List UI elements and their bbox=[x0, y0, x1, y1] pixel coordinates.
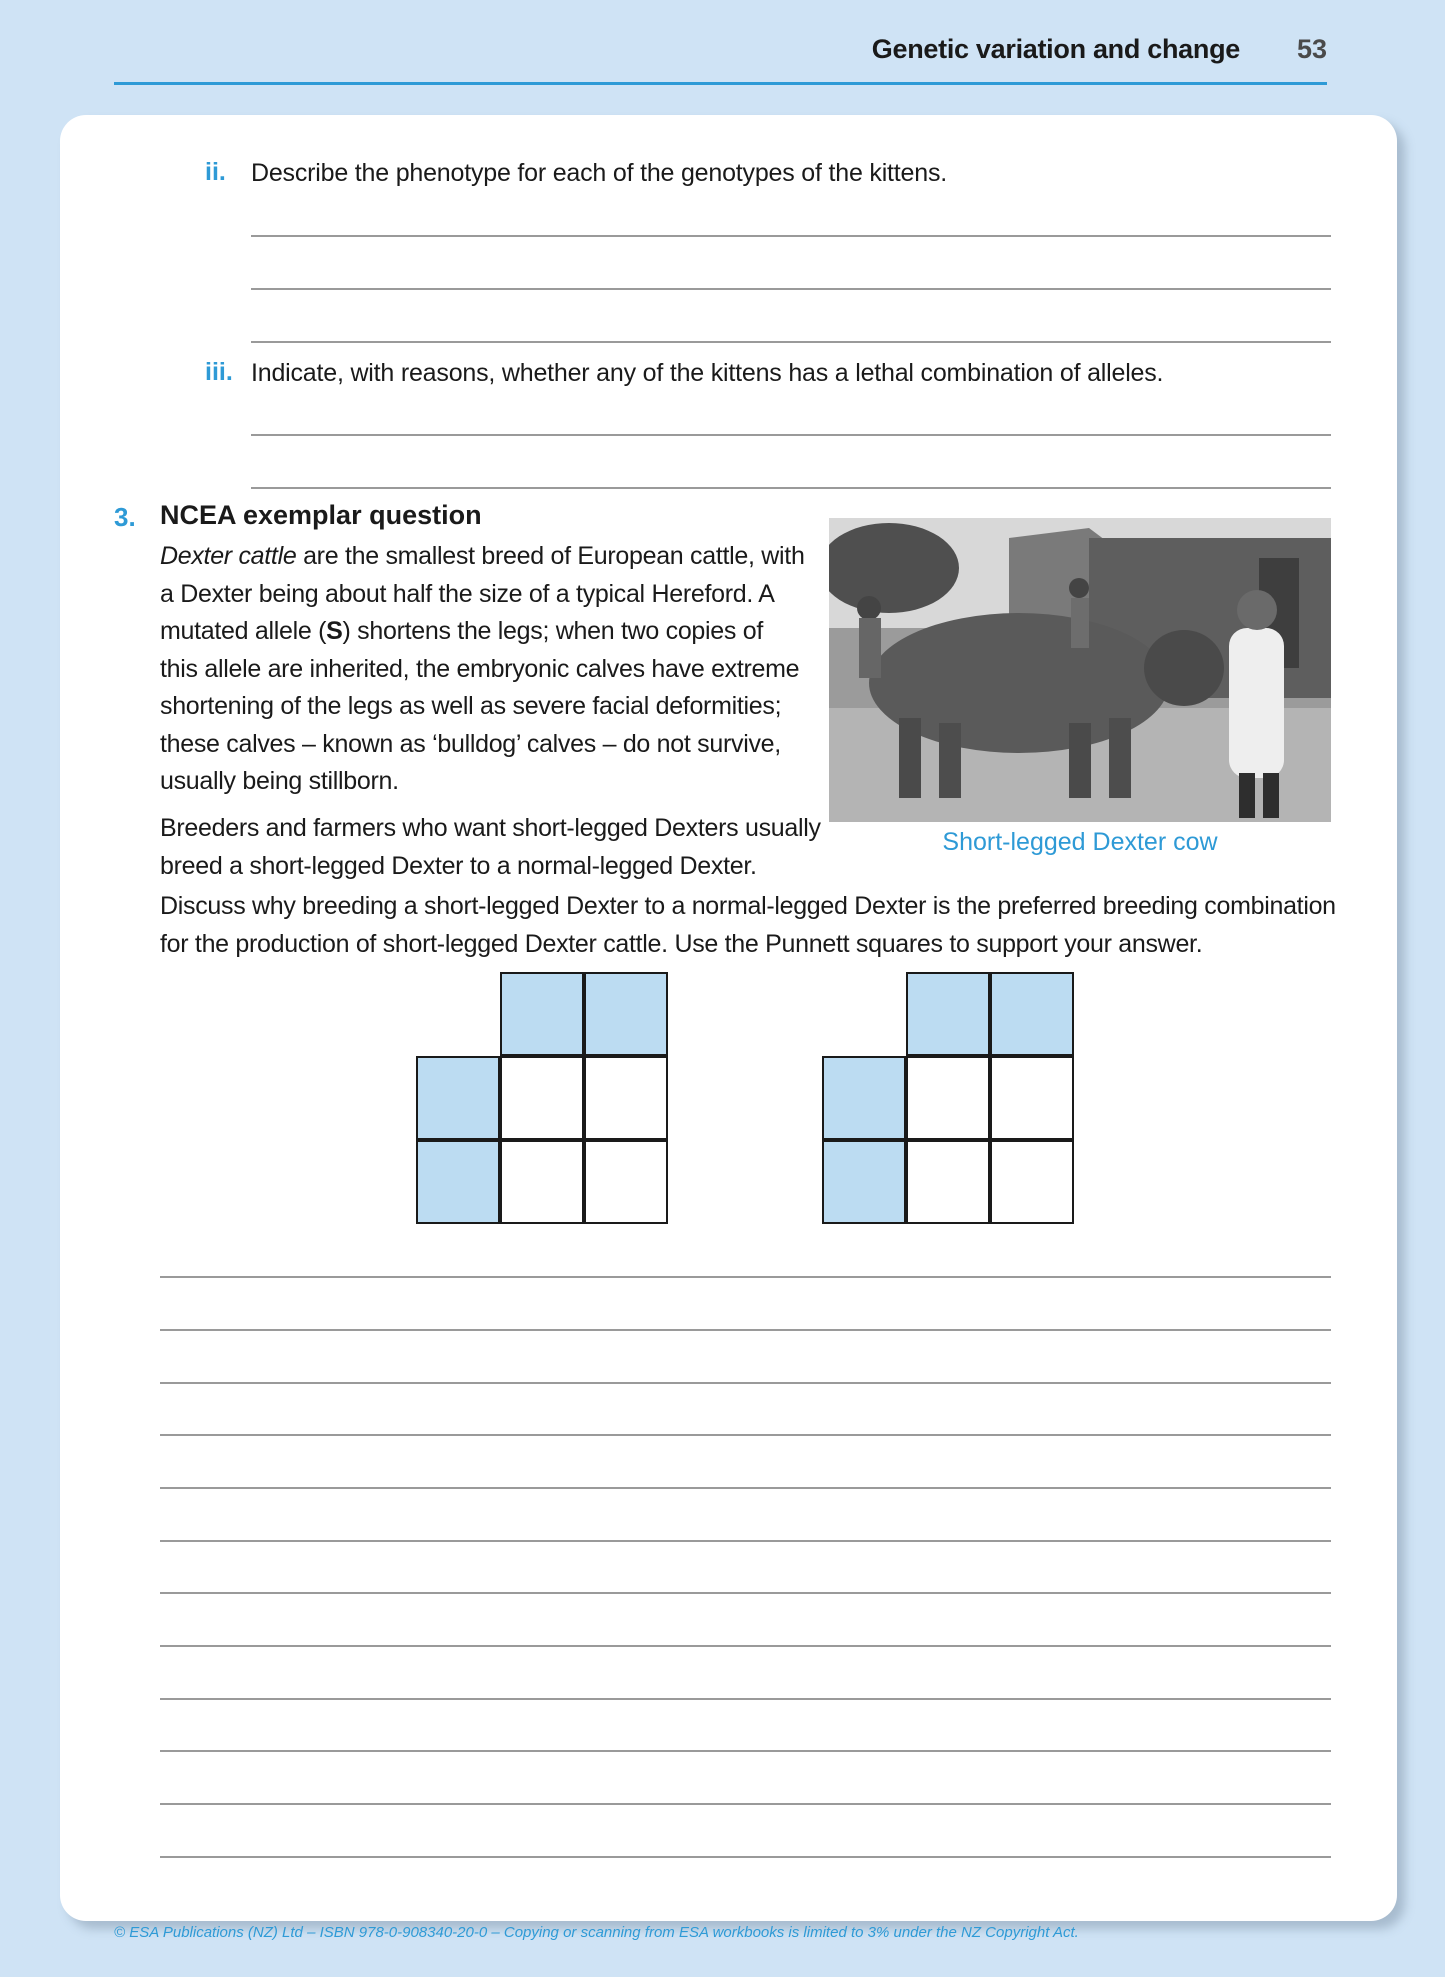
punnett-header-cell[interactable] bbox=[822, 1056, 906, 1140]
punnett-cell[interactable] bbox=[500, 1140, 584, 1224]
answer-line[interactable] bbox=[160, 1540, 1331, 1542]
answer-line[interactable] bbox=[160, 1434, 1331, 1436]
answer-line[interactable] bbox=[160, 1803, 1331, 1805]
answer-line[interactable] bbox=[160, 1487, 1331, 1489]
breed-name-italic: Dexter cattle bbox=[160, 542, 297, 570]
punnett-cell[interactable] bbox=[990, 1056, 1074, 1140]
answer-line[interactable] bbox=[251, 487, 1331, 489]
running-header-title: Genetic variation and change bbox=[871, 34, 1240, 64]
answer-line[interactable] bbox=[160, 1645, 1331, 1647]
punnett-header-cell[interactable] bbox=[906, 972, 990, 1056]
dexter-cow-illustration bbox=[829, 518, 1331, 822]
part-iii-text: Indicate, with reasons, whether any of the kittens has a lethal combination of alleles. bbox=[251, 359, 1164, 387]
punnett-header-cell[interactable] bbox=[416, 1056, 500, 1140]
part-iii-label: iii. bbox=[205, 358, 233, 386]
breeding-paragraph: Breeders and farmers who want short-legged Dexters usually breed a short-legged Dexter to a normal-legged Dexter. bbox=[160, 814, 821, 880]
header-divider bbox=[114, 82, 1327, 85]
answer-line[interactable] bbox=[160, 1856, 1331, 1858]
punnett-header-cell[interactable] bbox=[416, 1140, 500, 1224]
question-intro-paragraph: Dexter cattle are the smallest breed of European cattle, with a Dexter being about half the size of a typical Hereford. A mutated allele (S) shortens the legs; when two copies of this allele are inherited, the embryonic calves have extreme shortening of the legs as well as severe facial deformities; these calves – known as ‘bulldog’ calves – do not survive, usually being stillborn. bbox=[160, 542, 805, 795]
answer-line[interactable] bbox=[251, 341, 1331, 343]
punnett-cell[interactable] bbox=[584, 1056, 668, 1140]
allele-symbol: S bbox=[326, 617, 343, 645]
answer-line[interactable] bbox=[160, 1276, 1331, 1278]
answer-line[interactable] bbox=[251, 434, 1331, 436]
punnett-header-cell[interactable] bbox=[500, 972, 584, 1056]
answer-line[interactable] bbox=[251, 235, 1331, 237]
answer-line[interactable] bbox=[160, 1329, 1331, 1331]
page-number: 53 bbox=[1296, 34, 1327, 64]
question-title: NCEA exemplar question bbox=[160, 500, 482, 530]
punnett-header-cell[interactable] bbox=[584, 972, 668, 1056]
punnett-cell[interactable] bbox=[500, 1056, 584, 1140]
punnett-header-cell[interactable] bbox=[990, 972, 1074, 1056]
answer-line[interactable] bbox=[160, 1592, 1331, 1594]
punnett-cell[interactable] bbox=[990, 1140, 1074, 1224]
answer-line[interactable] bbox=[160, 1382, 1331, 1384]
part-ii-text: Describe the phenotype for each of the genotypes of the kittens. bbox=[251, 159, 947, 187]
dexter-cow-photo bbox=[829, 518, 1331, 822]
punnett-header-cell[interactable] bbox=[822, 1140, 906, 1224]
question-number: 3. bbox=[114, 502, 136, 532]
discuss-prompt: Discuss why breeding a short-legged Dexter to a normal-legged Dexter is the preferred breeding combination for the production of short-legged Dexter cattle. Use the Punnett squares to support your answer. bbox=[160, 892, 1336, 958]
punnett-cell[interactable] bbox=[906, 1056, 990, 1140]
answer-line[interactable] bbox=[251, 288, 1331, 290]
copyright-footer: © ESA Publications (NZ) Ltd – ISBN 978-0-908340-20-0 – Copying or scanning from ESA workbooks is limited to 3% under the NZ Copyright Act. bbox=[114, 1924, 1079, 1941]
part-ii-label: ii. bbox=[205, 158, 226, 186]
answer-line[interactable] bbox=[160, 1698, 1331, 1700]
answer-line[interactable] bbox=[160, 1750, 1331, 1752]
punnett-cell[interactable] bbox=[906, 1140, 990, 1224]
photo-caption: Short-legged Dexter cow bbox=[942, 828, 1218, 856]
punnett-cell[interactable] bbox=[584, 1140, 668, 1224]
